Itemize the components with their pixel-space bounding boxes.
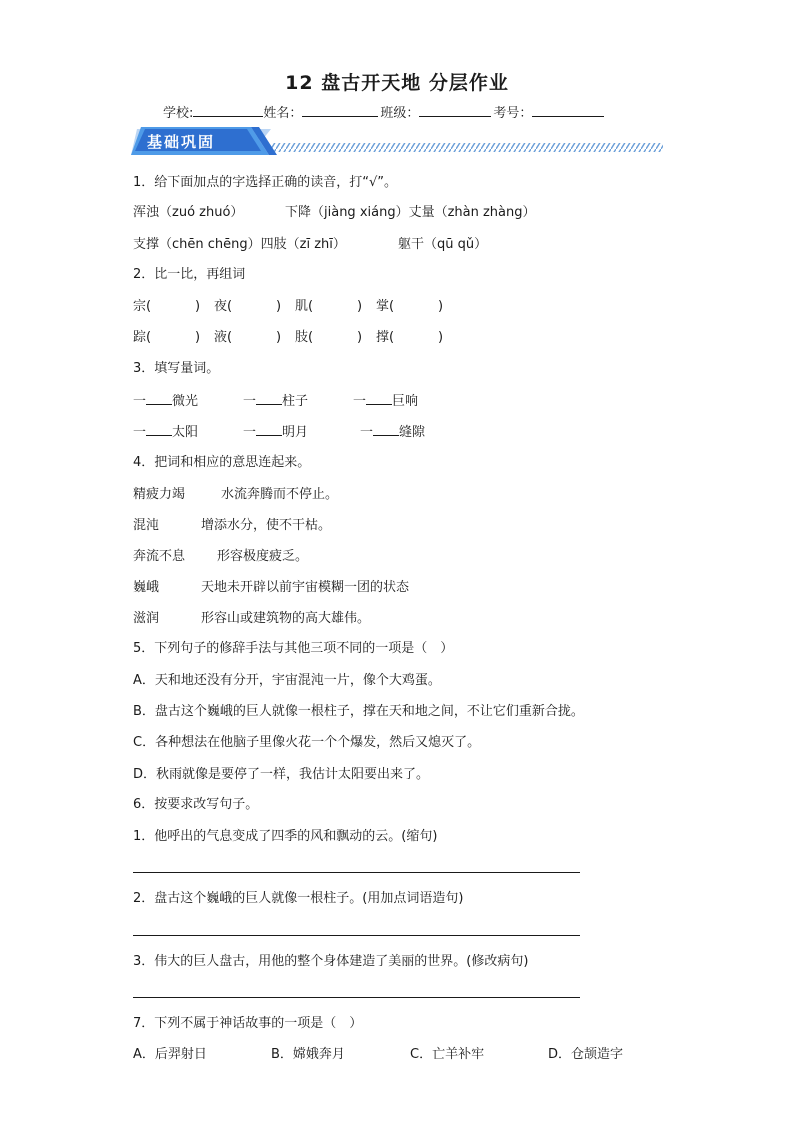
q7-option-a[interactable]: A．后羿射日 <box>133 1047 207 1062</box>
class-label: 班级： <box>380 106 420 121</box>
q2-char: 液( <box>214 330 233 345</box>
q6-item-2: 2．盘古这个巍峨的巨人就像一根柱子。(用加点词语造句) <box>133 891 464 906</box>
section-label: 基础巩固 <box>147 133 216 151</box>
q3-item <box>243 423 308 442</box>
q1-option[interactable]: 浑浊（zuó zhuó） <box>133 205 244 220</box>
class-blank[interactable] <box>419 104 491 117</box>
q7-option-d[interactable]: D．仓颉造字 <box>548 1047 624 1062</box>
q3-word: 巨响 <box>392 394 419 409</box>
q3-prefix: 一 <box>353 394 367 409</box>
question-2-title: 2．比一比，再组词 <box>133 267 246 282</box>
question-5-title: 5．下列句子的修辞手法与其他三项不同的一项是（ ） <box>133 641 454 656</box>
q2-paren: ) <box>276 330 282 345</box>
school-blank[interactable] <box>193 104 263 117</box>
exam-no-label: 考号： <box>493 106 533 121</box>
q2-paren: ) <box>438 299 444 314</box>
q2-char: 踪( <box>133 330 152 345</box>
q2-paren: ) <box>357 330 363 345</box>
q4-meaning[interactable]: 水流奔腾而不停止。 <box>221 487 339 502</box>
question-7-title: 7．下列不属于神话故事的一项是（ ） <box>133 1016 363 1031</box>
q3-blank[interactable] <box>146 423 172 436</box>
q4-meaning[interactable]: 天地未开辟以前宇宙模糊一团的状态 <box>201 580 410 595</box>
q3-item <box>360 423 425 442</box>
question-6-title: 6．按要求改写句子。 <box>133 797 259 812</box>
q3-item <box>133 423 198 442</box>
q6-item-3: 3．伟大的巨人盘古，用他的整个身体建造了美丽的世界。(修改病句) <box>133 954 529 969</box>
q4-meaning[interactable]: 增添水分，使不干枯。 <box>201 518 332 533</box>
student-info-line <box>163 102 604 121</box>
q2-char: 撑( <box>376 330 395 345</box>
q6-answer-line-2[interactable] <box>133 935 580 936</box>
q2-paren: ) <box>438 330 444 345</box>
q5-option-b[interactable]: B．盘古这个巍峨的巨人就像一根柱子，撑在天和地之间，不让它们重新合拢。 <box>133 704 584 719</box>
question-3-title: 3．填写量词。 <box>133 361 220 376</box>
q3-word: 明月 <box>282 425 309 440</box>
q2-char: 夜( <box>214 299 233 314</box>
name-label: 姓名： <box>263 106 303 121</box>
question-4-title: 4．把词和相应的意思连起来。 <box>133 455 311 470</box>
q3-blank[interactable] <box>366 392 392 405</box>
q4-word[interactable]: 巍峨 <box>133 580 160 595</box>
q3-prefix: 一 <box>133 425 147 440</box>
q6-answer-line-3[interactable] <box>133 997 580 998</box>
q4-word[interactable]: 混沌 <box>133 518 160 533</box>
q3-prefix: 一 <box>133 394 147 409</box>
q6-item-1: 1．他呼出的气息变成了四季的风和飘动的云。(缩句) <box>133 829 438 844</box>
section-banner <box>131 125 663 157</box>
q3-item <box>353 392 418 411</box>
question-1-title: 1．给下面加点的字选择正确的读音，打“√”。 <box>133 175 398 190</box>
q6-answer-line-1[interactable] <box>133 872 580 873</box>
q4-meaning[interactable]: 形容极度疲乏。 <box>217 549 309 564</box>
q2-char: 肢( <box>295 330 314 345</box>
q3-prefix: 一 <box>243 425 257 440</box>
q1-option[interactable]: 下降（jiàng xiáng）丈量（zhàn zhàng） <box>285 205 536 220</box>
q4-word[interactable]: 奔流不息 <box>133 549 186 564</box>
q2-char: 宗( <box>133 299 152 314</box>
q3-item <box>133 392 198 411</box>
q4-meaning[interactable]: 形容山或建筑物的高大雄伟。 <box>201 611 371 626</box>
q1-option[interactable]: 支撑（chēn chēng）四肢（zī zhī） <box>133 237 346 252</box>
q2-char: 掌( <box>376 299 395 314</box>
q5-option-a[interactable]: A．天和地还没有分开，宇宙混沌一片，像个大鸡蛋。 <box>133 673 441 688</box>
q3-blank[interactable] <box>373 423 399 436</box>
q3-word: 柱子 <box>282 394 309 409</box>
q2-paren: ) <box>195 330 201 345</box>
q2-paren: ) <box>357 299 363 314</box>
q3-item <box>243 392 308 411</box>
q1-option[interactable]: 躯干（qū qǔ） <box>398 237 488 252</box>
q3-word: 缝隙 <box>399 425 426 440</box>
q4-word[interactable]: 精疲力竭 <box>133 487 186 502</box>
q4-word[interactable]: 滋润 <box>133 611 160 626</box>
name-blank[interactable] <box>302 104 378 117</box>
school-label: 学校: <box>163 106 194 121</box>
q7-option-c[interactable]: C．亡羊补牢 <box>410 1047 485 1062</box>
q3-word: 太阳 <box>172 425 199 440</box>
page-title: 12 盘古开天地 分层作业 <box>285 72 509 94</box>
q3-blank[interactable] <box>146 392 172 405</box>
q3-blank[interactable] <box>256 392 282 405</box>
q5-option-c[interactable]: C．各种想法在他脑子里像火花一个个爆发，然后又熄灭了。 <box>133 735 481 750</box>
q3-word: 微光 <box>172 394 199 409</box>
q2-paren: ) <box>276 299 282 314</box>
q5-option-d[interactable]: D．秋雨就像是要停了一样，我估计太阳要出来了。 <box>133 767 430 782</box>
q3-prefix: 一 <box>360 425 374 440</box>
q2-char: 肌( <box>295 299 314 314</box>
q3-prefix: 一 <box>243 394 257 409</box>
q7-option-b[interactable]: B．嫦娥奔月 <box>271 1047 345 1062</box>
exam-no-blank[interactable] <box>532 104 604 117</box>
q3-blank[interactable] <box>256 423 282 436</box>
q2-paren: ) <box>195 299 201 314</box>
